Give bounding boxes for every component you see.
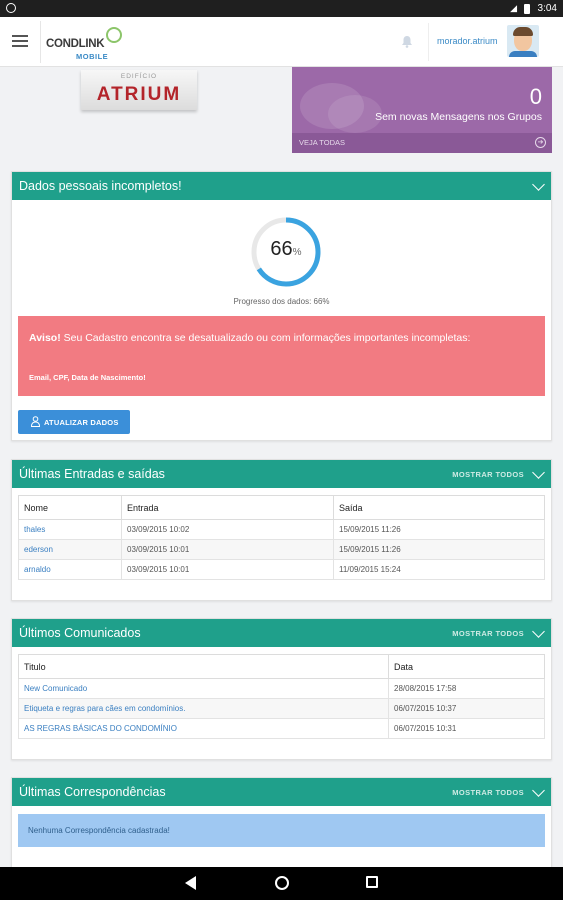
arrow-circle-icon[interactable]: ➔	[535, 137, 546, 148]
user-icon	[31, 416, 40, 427]
update-data-button[interactable]: ATUALIZAR DADOS	[18, 410, 130, 434]
exit-time: 15/09/2015 11:26	[334, 540, 545, 560]
app-notification-icon	[6, 3, 16, 13]
panel-header[interactable]	[12, 619, 551, 647]
entry-time: 03/09/2015 10:02	[122, 520, 334, 540]
recent-apps-icon[interactable]	[366, 876, 378, 888]
notice-date: 06/07/2015 10:31	[389, 719, 545, 739]
clock: 3:04	[537, 3, 557, 14]
back-icon[interactable]	[185, 876, 196, 890]
progress-ring	[250, 216, 322, 288]
column-header: Data	[389, 655, 545, 679]
brand-name: CONDLINK	[46, 38, 105, 50]
progress-label: Progresso dos dados: 66%	[233, 297, 330, 306]
table-row	[19, 679, 545, 699]
resident-link[interactable]: arnaldo	[19, 560, 122, 580]
column-header: Entrada	[122, 496, 334, 520]
chat-bubble-icon	[328, 95, 382, 133]
table-row	[19, 719, 545, 739]
empty-mail-notice	[18, 814, 545, 847]
menu-icon[interactable]	[12, 35, 28, 49]
chevron-down-icon[interactable]	[532, 784, 545, 797]
column-header: Saída	[334, 496, 545, 520]
entry-time: 03/09/2015 10:01	[122, 540, 334, 560]
show-all-link[interactable]: MOSTRAR TODOS	[452, 629, 524, 638]
mail-panel	[11, 777, 552, 872]
view-all-link[interactable]: VEJA TODAS	[299, 138, 345, 147]
alert-missing-fields: Email, CPF, Data de Nascimento!	[29, 373, 146, 382]
resident-link[interactable]: ederson	[19, 540, 122, 560]
notices-panel	[11, 618, 552, 760]
user-menu[interactable]	[428, 23, 544, 61]
column-header: Titulo	[19, 655, 389, 679]
empty-mail-text: Nenhuma Correspondência cadastrada!	[28, 826, 170, 835]
personal-data-panel	[11, 171, 552, 441]
table-row	[19, 699, 545, 719]
building-name: ATRIUM	[96, 84, 182, 105]
notice-link[interactable]: New Comunicado	[19, 679, 389, 699]
entry-time: 03/09/2015 10:01	[122, 560, 334, 580]
panel-header[interactable]	[12, 778, 551, 806]
column-header: Nome	[19, 496, 122, 520]
status-bar	[0, 0, 563, 17]
table-row	[19, 540, 545, 560]
notices-table	[18, 654, 545, 739]
chevron-down-icon[interactable]	[532, 625, 545, 638]
notice-link[interactable]: Etiqueta e regras para cães em condomínios.	[19, 699, 389, 719]
progress-value: 66%	[270, 238, 302, 260]
show-all-link[interactable]: MOSTRAR TODOS	[452, 470, 524, 479]
bell-icon[interactable]	[401, 35, 413, 48]
messages-text: Sem novas Mensagens nos Grupos	[375, 111, 542, 123]
battery-icon	[524, 4, 530, 14]
building-logo	[81, 70, 197, 110]
entries-panel	[11, 459, 552, 601]
divider	[40, 21, 41, 63]
app-logo[interactable]	[46, 27, 126, 59]
leaf-logo-icon	[106, 27, 122, 43]
group-messages-card[interactable]	[292, 67, 552, 153]
panel-header[interactable]	[12, 172, 551, 200]
table-row	[19, 520, 545, 540]
table-row	[19, 560, 545, 580]
building-prefix: EDIFÍCIO	[120, 73, 158, 80]
messages-count: 0	[529, 84, 542, 109]
notice-date: 06/07/2015 10:37	[389, 699, 545, 719]
chevron-down-icon[interactable]	[532, 466, 545, 479]
view-all-bar[interactable]	[292, 133, 552, 153]
exit-time: 15/09/2015 11:26	[334, 520, 545, 540]
alert-message: Aviso! Seu Cadastro encontra se desatualizado ou com informações importantes incompletas:	[29, 332, 471, 344]
notice-date: 28/08/2015 17:58	[389, 679, 545, 699]
user-name: morador.atrium	[437, 36, 498, 46]
chevron-down-icon[interactable]	[532, 178, 545, 191]
home-icon[interactable]	[275, 876, 289, 890]
signal-icon: ◢	[510, 3, 517, 13]
notice-link[interactable]: AS REGRAS BÁSICAS DO CONDOMÍNIO	[19, 719, 389, 739]
show-all-link[interactable]: MOSTRAR TODOS	[452, 788, 524, 797]
system-nav-bar	[0, 867, 563, 900]
panel-header[interactable]	[12, 460, 551, 488]
app-bar	[0, 17, 563, 67]
panel-title: Últimas Correspondências	[19, 785, 166, 799]
brand-sub: MOBILE	[76, 52, 109, 61]
entries-table	[18, 495, 545, 580]
panel-title: Últimos Comunicados	[19, 626, 141, 640]
panel-title: Últimas Entradas e saídas	[19, 467, 165, 481]
resident-link[interactable]: thales	[19, 520, 122, 540]
warning-alert	[18, 316, 545, 396]
panel-title: Dados pessoais incompletos!	[19, 179, 182, 193]
exit-time: 11/09/2015 15:24	[334, 560, 545, 580]
avatar	[507, 25, 539, 57]
